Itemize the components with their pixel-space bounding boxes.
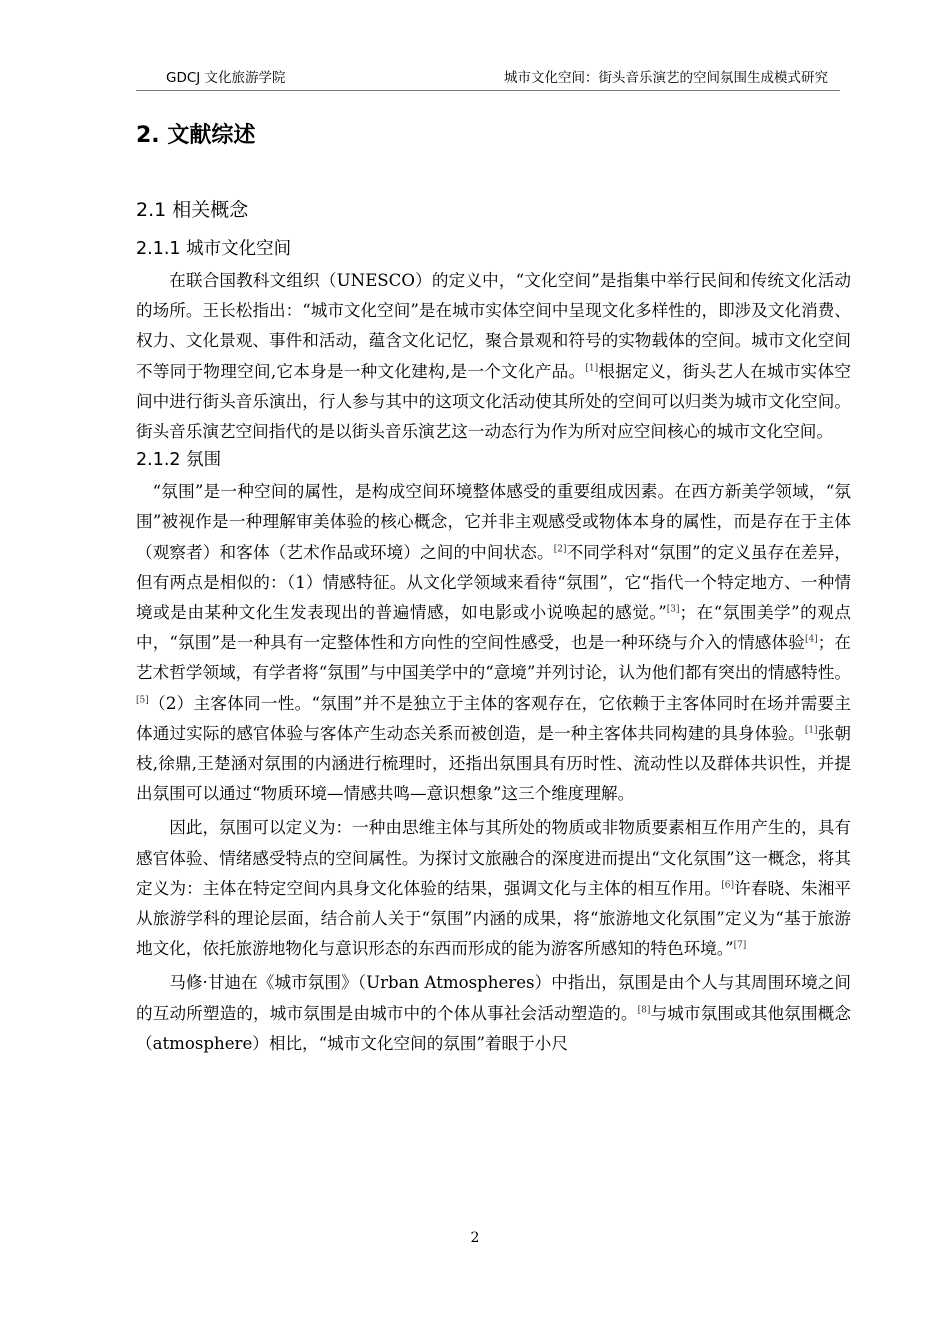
paragraph-urban-atmospheres: 马修·甘迪在《城市氛围》（Urban Atmospheres）中指出，氛围是由个人与其周围环境之间的互动所塑造的，城市氛围是由城市中的个体从事社会活动塑造的。[8]与城市氛围或其他氛围概念（atmosphere）相比，“城市文化空间的氛围”着眼于小尺 [136, 973, 852, 1053]
citation-ref: [4] [804, 634, 818, 645]
paragraph-urban-cultural-space: 在联合国教科文组织（UNESCO）的定义中，“文化空间”是指集中举行民间和传统文化活动的场所。王长松指出：“城市文化空间”是在城市实体空间中呈现文化多样性的，即涉及文化消费、权力、文化景观、事件和活动，蕴含文化记忆，聚合景观和符号的实物载体的空间。城市文化空间不等同于物理空间,它本身是一种文化建构,是一个文化产品。[1]根据定义，街头艺人在城市实体空间中进行街头音乐演出，行人参与其中的这项文化活动使其所处的空间可以归类为城市文化空间。街头音乐演艺空间指代的是以街头音乐演艺这一动态行为作为所对应空间核心的城市文化空间。 [136, 271, 851, 442]
section-title: 2. 文献综述 [136, 123, 256, 148]
page-header [136, 66, 840, 88]
citation-ref: [7] [733, 940, 747, 951]
citation-ref: [3] [666, 604, 680, 615]
header-paper-title: 城市文化空间：街头音乐演艺的空间氛围生成模式研究 [504, 70, 828, 86]
citation-ref: [5] [136, 694, 149, 705]
subsubsection-title-atmosphere: 2.1.2 氛围 [136, 450, 222, 471]
subsection-title: 2.1 相关概念 [136, 199, 249, 221]
subsubsection-title-urban-cultural-space: 2.1.1 城市文化空间 [136, 239, 292, 259]
citation-ref: [8] [637, 1004, 651, 1015]
page-body [136, 118, 851, 1059]
paragraph-atmosphere-definition: “氛围”是一种空间的属性，是构成空间环境整体感受的重要组成因素。在西方新美学领域，“氛围”被视作是一种理解审美体验的核心概念，它并非主观感受或物体本身的属性，而是存在于主体（观察者）和客体（艺术作品或环境）之间的中间状态。[2]不同学科对“氛围”的定义虽存在差异，但有两点是相似的：（1）情感特征。从文化学领域来看待“氛围”，它“指代一个特定地方、一种情境或是由某种文化生发表现出的普遍情感，如电影或小说唤起的感觉。”[3]；在“氛围美学”的观点中，“氛围”是一种具有一定整体性和方向性的空间性感受，也是一种环绕与介入的情感体验[4]；在艺术哲学领域，有学者将“氛围”与中国美学中的“意境”并列讨论，认为他们都有突出的情感特性。[5]（2）主客体同一性。“氛围”并不是独立于主体的客观存在，它依赖于主客体同时在场并需要主体通过实际的感官体验与客体产生动态关系而被创造，是一种主客体共同构建的具身体验。[1]张朝枝,徐鼎,王楚涵对氛围的内涵进行梳理时，还指出氛围具有历时性、流动性以及群体共识性，并提出氛围可以通过“物质环境—情感共鸣—意识想象”这三个维度理解。 [136, 482, 852, 804]
header-institution: GDCJ 文化旅游学院 [166, 70, 286, 86]
citation-ref: [2] [553, 543, 567, 554]
citation-ref: [1] [585, 362, 599, 373]
citation-ref: [1] [804, 725, 818, 736]
citation-ref: [6] [721, 880, 734, 891]
header-divider [136, 90, 840, 91]
page-number: 2 [470, 1230, 480, 1246]
paragraph-cultural-atmosphere: 因此，氛围可以定义为：一种由思维主体与其所处的物质或非物质要素相互作用产生的，具有感官体验、情绪感受特点的空间属性。为探讨文旅融合的深度进而提出“文化氛围”这一概念，将其定义为：主体在特定空间内具身文化体验的结果，强调文化与主体的相互作用。[6]许春晓、朱湘平从旅游学科的理论层面，结合前人关于“氛围”内涵的成果，将“旅游地文化氛围”定义为“基于旅游地文化，依托旅游地物化与意识形态的东西而形成的能为游客所感知的特色环境。”[7] [136, 818, 852, 959]
